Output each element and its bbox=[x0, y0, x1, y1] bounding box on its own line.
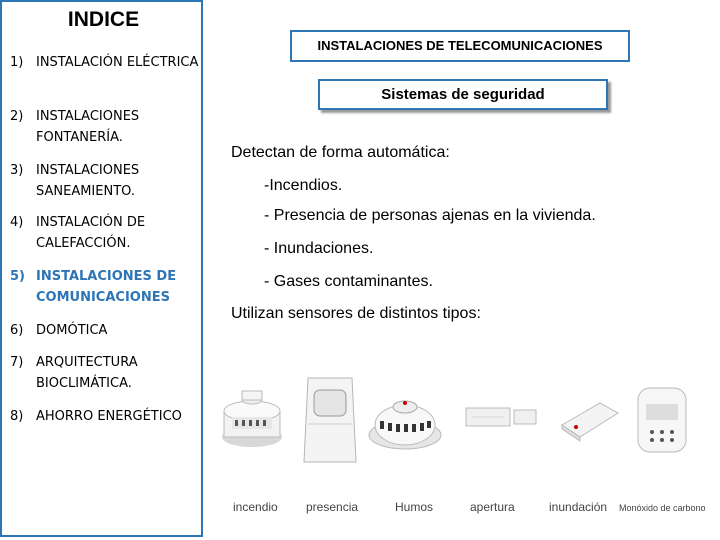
sensors-intro-text: Utilizan sensores de distintos tipos: bbox=[231, 305, 481, 322]
index-item-instalacion-electrica[interactable] bbox=[10, 52, 200, 73]
index-item-calefaccion[interactable] bbox=[10, 212, 200, 254]
index-item-number: 2) bbox=[10, 109, 24, 124]
smoke-detector-icon bbox=[216, 385, 288, 455]
sensor-label-humos: Humos bbox=[395, 500, 434, 514]
intro-text: Detectan de forma automática: bbox=[231, 144, 450, 161]
section-subtitle: Sistemas de seguridad bbox=[318, 79, 608, 110]
index-item-saneamiento[interactable] bbox=[10, 160, 200, 202]
smoke-alarm-icon bbox=[366, 385, 444, 455]
index-item-label: INSTALACIONES SANEAMIENTO. bbox=[36, 163, 140, 199]
co-detector-icon bbox=[632, 382, 692, 458]
index-item-label: DOMÓTICA bbox=[36, 323, 108, 338]
index-item-number: 3) bbox=[10, 163, 24, 178]
sensor-label-inundacion: inundación bbox=[549, 500, 608, 514]
motion-sensor-icon bbox=[300, 372, 360, 468]
sensor-label-presencia: presencia bbox=[306, 500, 359, 514]
index-item-number: 7) bbox=[10, 355, 24, 370]
index-item-number: 1) bbox=[10, 55, 24, 70]
bullet-gases: - Gases contaminantes. bbox=[264, 273, 433, 290]
bullet-presencia: - Presencia de personas ajenas en la vivienda. bbox=[264, 207, 596, 224]
index-item-number: 8) bbox=[10, 409, 24, 424]
index-item-domotica[interactable] bbox=[10, 320, 200, 341]
sensor-label-apertura: apertura bbox=[470, 500, 515, 514]
index-item-label: INSTALACIÓN ELÉCTRICA bbox=[36, 55, 199, 70]
section-title: INSTALACIONES DE TELECOMUNICACIONES bbox=[290, 30, 630, 62]
index-item-number: 4) bbox=[10, 215, 24, 230]
door-contact-icon bbox=[462, 402, 542, 432]
index-item-number: 6) bbox=[10, 323, 24, 338]
bullet-incendios: -Incendios. bbox=[264, 177, 343, 194]
index-item-label: INSTALACIÓN DE CALEFACCIÓN. bbox=[36, 215, 146, 251]
index-item-arquitectura-bioclimatica[interactable] bbox=[10, 352, 200, 394]
index-sidebar bbox=[0, 0, 203, 537]
index-item-label: ARQUITECTURA BIOCLIMÁTICA. bbox=[36, 355, 138, 391]
index-item-comunicaciones[interactable] bbox=[10, 266, 200, 308]
bullet-inundaciones: - Inundaciones. bbox=[264, 240, 374, 257]
flood-sensor-icon bbox=[556, 395, 622, 445]
index-item-label: INSTALACIONES FONTANERÍA. bbox=[36, 109, 140, 145]
sensor-label-incendio: incendio bbox=[233, 500, 278, 514]
index-item-label: AHORRO ENERGÉTICO bbox=[36, 409, 182, 424]
index-item-number: 5) bbox=[10, 269, 25, 284]
index-item-fontaneria[interactable] bbox=[10, 106, 200, 148]
index-item-ahorro-energetico[interactable] bbox=[10, 406, 200, 427]
index-item-label: INSTALACIONES DE COMUNICACIONES bbox=[36, 269, 177, 305]
index-title: INDICE bbox=[67, 8, 140, 31]
sensor-label-monoxido: Monóxido de carbono bbox=[619, 503, 706, 513]
